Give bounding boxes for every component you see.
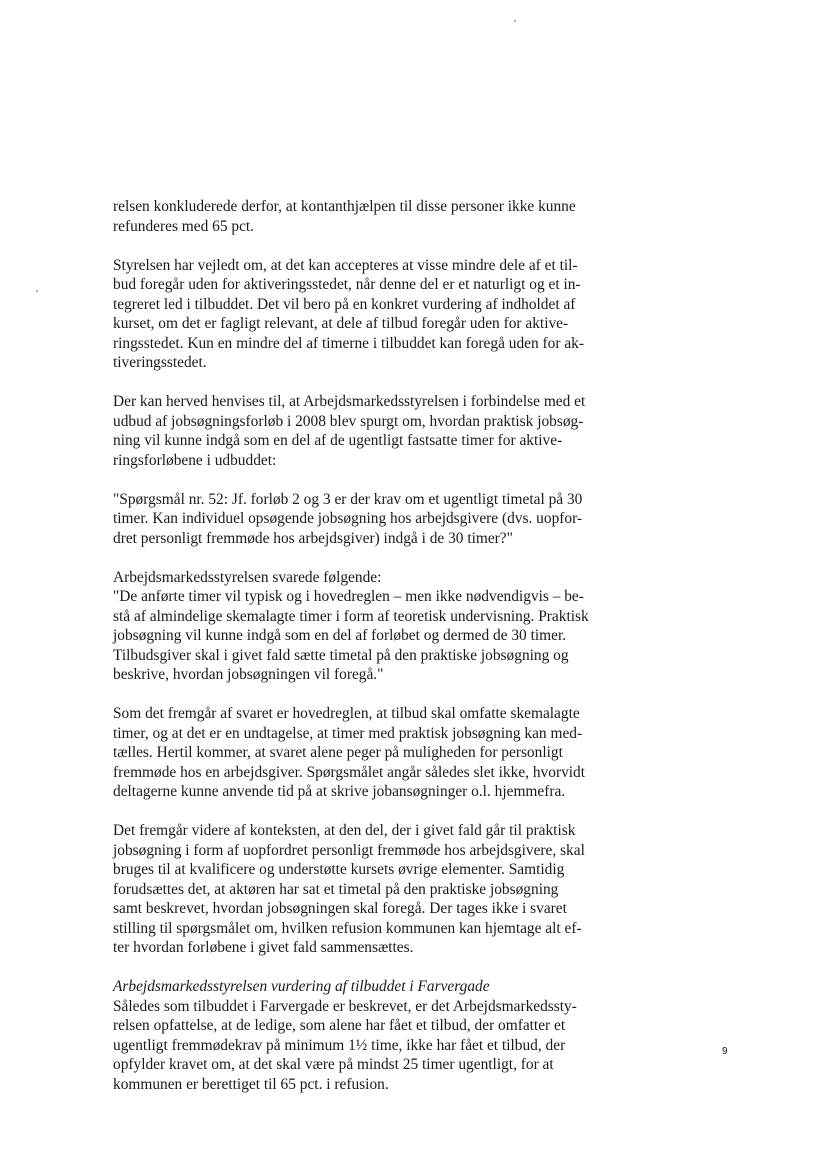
text-line: ringsforløbene i udbuddet: bbox=[113, 451, 277, 469]
text-line: udbud af jobsøgningsforløb i 2008 blev spurgt om, hvordan praktisk jobsøg- bbox=[113, 412, 584, 430]
text-line: Styrelsen har vejledt om, at det kan accepteres at visse mindre dele af et til- bbox=[113, 256, 578, 274]
page-number: 9 bbox=[722, 1046, 728, 1057]
text-line: tælles. Hertil kommer, at svaret alene peger på muligheden for personligt bbox=[113, 744, 563, 761]
paragraph-3 bbox=[113, 392, 613, 470]
text-line: ringsstedet. Kun en mindre del af timerne i tilbuddet kan foregå uden for ak- bbox=[113, 334, 584, 352]
text-line: ugentligt fremmødekrav på minimum 1½ time, ikke har fået et tilbud, der bbox=[113, 1036, 566, 1054]
section-heading: Arbejdsmarkedsstyrelsen vurdering af tilbuddet i Farvergade bbox=[113, 978, 490, 995]
text-line: refunderes med 65 pct. bbox=[113, 217, 255, 235]
paragraph-2 bbox=[113, 256, 613, 373]
paragraph-7 bbox=[113, 821, 613, 958]
text-line: bud foregår uden for aktiveringsstedet, når denne del er et naturligt og et in- bbox=[113, 276, 581, 293]
text-line: ning vil kunne indgå som en del af de ugentligt fastsatte timer for aktive- bbox=[113, 432, 563, 449]
text-line: "De anførte timer vil typisk og i hovedreglen – men ikke nødvendigvis – be- bbox=[113, 588, 584, 605]
text-line: ter hvordan forløbene i givet fald sammensættes. bbox=[113, 939, 414, 956]
text-line: Som det fremgår af svaret er hovedreglen, at tilbud skal omfatte skemalagte bbox=[113, 705, 580, 722]
text-line: Tilbudsgiver skal i givet fald sætte timetal på den praktiske jobsøgning og bbox=[113, 646, 569, 664]
text-line: bruges til at kvalificere og understøtte kursets øvrige elementer. Samtidig bbox=[113, 861, 565, 878]
text-line: jobsøgning vil kunne indgå som en del af forløbet og dermed de 30 timer. bbox=[113, 627, 567, 644]
text-line: relsen opfattelse, at de ledige, som alene har fået et tilbud, der omfatter et bbox=[113, 1017, 566, 1034]
text-line: kurset, om det er fagligt relevant, at dele af tilbud foregår uden for aktive- bbox=[113, 315, 569, 332]
text-line: forudsættes det, at aktøren har sat et timetal på den praktiske jobsøgning bbox=[113, 880, 559, 898]
text-line: jobsøgning i form af uopfordret personligt fremmøde hos arbejdsgivere, skal bbox=[113, 841, 585, 859]
text-line: Således som tilbuddet i Farvergade er beskrevet, er det Arbejdsmarkedssty- bbox=[113, 997, 577, 1015]
paragraph-8 bbox=[113, 977, 613, 1094]
text-line: stilling til spørgsmålet om, hvilken refusion kommunen kan hjemtage alt ef- bbox=[113, 919, 582, 937]
text-line: fremmøde hos en arbejdsgiver. Spørgsmålet angår således slet ikke, hvorvidt bbox=[113, 763, 586, 781]
paragraph-quote-answer bbox=[113, 568, 613, 685]
body-text bbox=[113, 197, 613, 1094]
scan-speck-top bbox=[514, 20, 516, 22]
text-line: samt beskrevet, hvordan jobsøgningen skal foregå. Der tages ikke i svaret bbox=[113, 900, 567, 917]
paragraph-quote-question bbox=[113, 490, 613, 549]
text-line: relsen konkluderede derfor, at kontanthjælpen til disse personer ikke kunne bbox=[113, 198, 576, 215]
scan-speck-left bbox=[36, 290, 38, 292]
text-line: dret personligt fremmøde hos arbejdsgiver) indgå i de 30 timer?" bbox=[113, 529, 513, 547]
text-line: Der kan herved henvises til, at Arbejdsmarkedsstyrelsen i forbindelse med et bbox=[113, 393, 586, 410]
text-line: "Spørgsmål nr. 52: Jf. forløb 2 og 3 er der krav om et ugentligt timetal på 30 bbox=[113, 490, 583, 508]
text-line: kommunen er berettiget til 65 pct. i refusion. bbox=[113, 1075, 389, 1093]
text-line: Det fremgår videre af konteksten, at den del, der i givet fald går til praktisk bbox=[113, 822, 576, 839]
text-line: timer. Kan individuel opsøgende jobsøgning hos arbejdsgivere (dvs. uopfor- bbox=[113, 510, 583, 527]
text-line: beskrive, hvordan jobsøgningen vil foregå." bbox=[113, 666, 384, 683]
text-line: timer, og at det er en undtagelse, at timer med praktisk jobsøgning kan med- bbox=[113, 724, 583, 742]
text-line: opfylder kravet om, at det skal være på mindst 25 timer ugentligt, for at bbox=[113, 1056, 554, 1073]
text-line: stå af almindelige skemalagte timer i form af teoretisk undervisning. Praktisk bbox=[113, 607, 589, 625]
paragraph-6 bbox=[113, 704, 613, 802]
text-line: tegreret led i tilbuddet. Det vil bero på en konkret vurdering af indholdet af bbox=[113, 295, 576, 313]
text-line: tiveringsstedet. bbox=[113, 354, 207, 371]
text-line: deltagerne kunne anvende tid på at skrive jobansøgninger o.l. hjemmefra. bbox=[113, 783, 566, 800]
text-line: Arbejdsmarkedsstyrelsen svarede følgende: bbox=[113, 568, 382, 586]
paragraph-1 bbox=[113, 197, 613, 236]
